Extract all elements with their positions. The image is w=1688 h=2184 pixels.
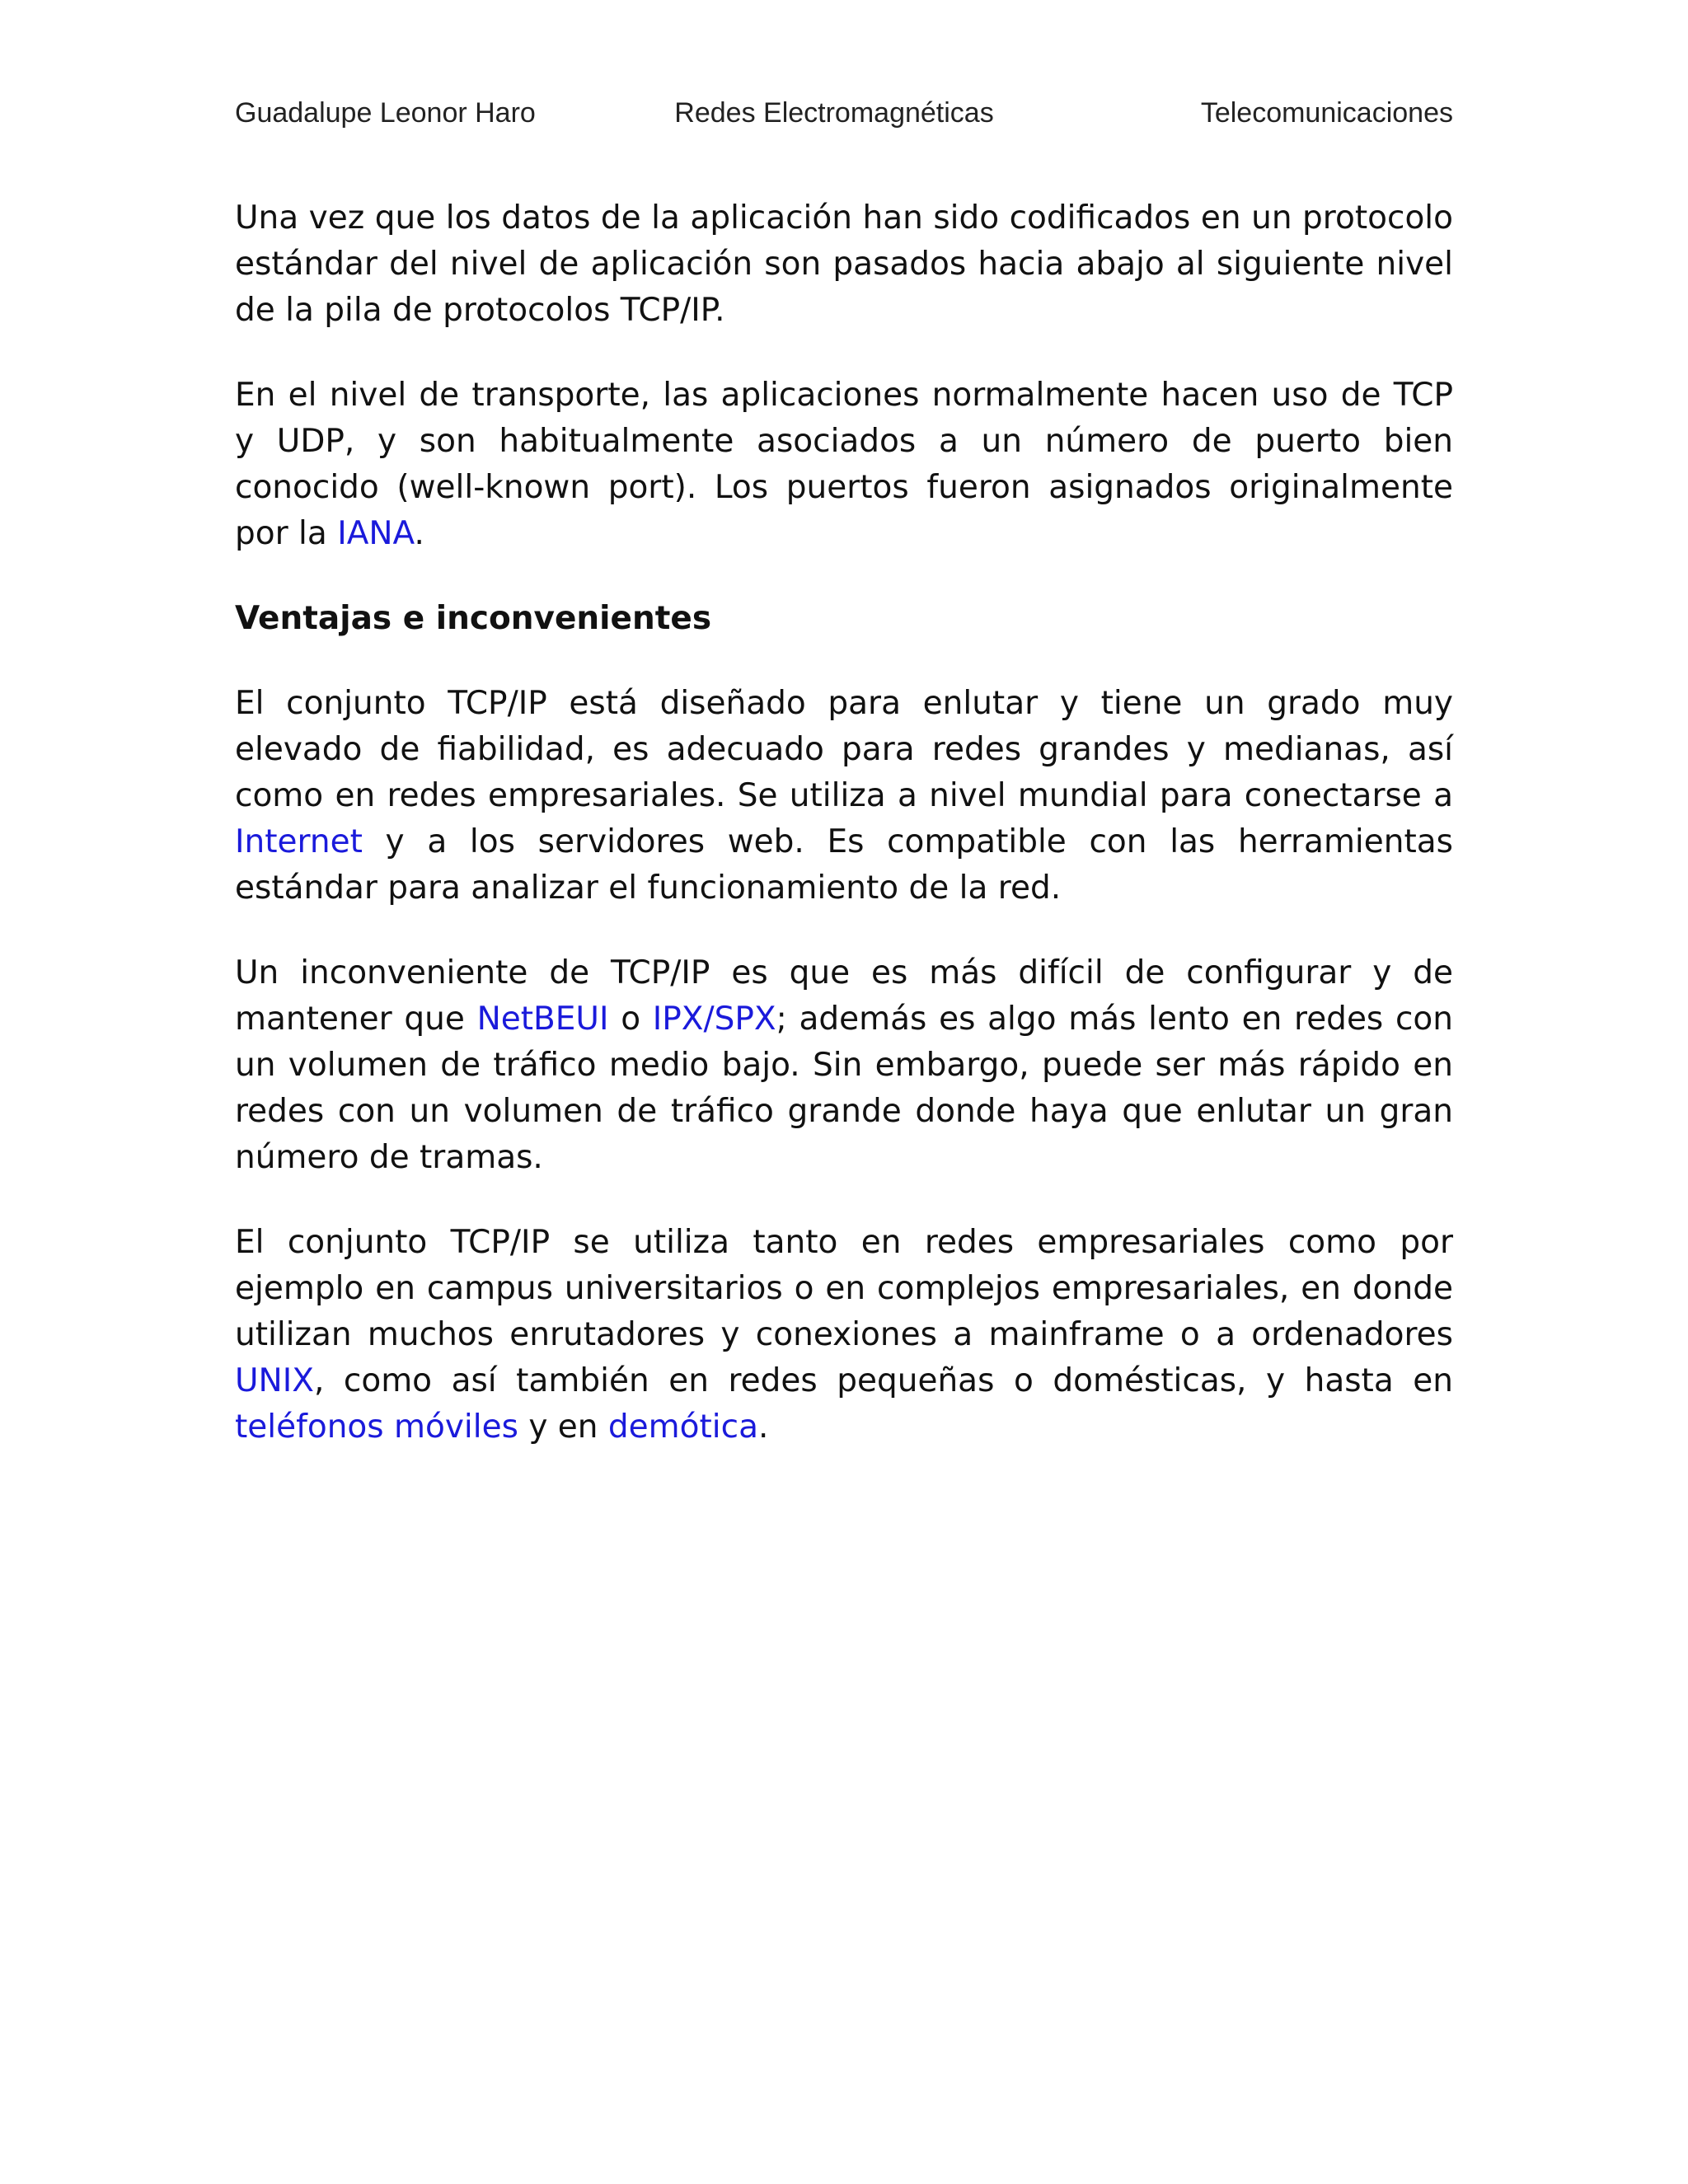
paragraph-2-end: . bbox=[414, 515, 424, 552]
paragraph-3-text: El conjunto TCP/IP está diseñado para enlutar y tiene un grado muy elevado de fiabilidad, es adecuado para redes grandes y medianas, así como en redes empresariales. Se utiliza a nivel mundial para conectarse a bbox=[235, 685, 1453, 814]
document-body bbox=[235, 195, 1453, 1489]
paragraph-3 bbox=[235, 681, 1453, 912]
paragraph-4-mid: o bbox=[608, 1001, 653, 1038]
paragraph-4-text: Un inconveniente de TCP/IP es que es más difícil de configurar y de mantener que bbox=[235, 954, 1453, 1038]
section-heading: Ventajas e inconvenientes bbox=[235, 600, 712, 637]
paragraph-1 bbox=[235, 195, 1453, 334]
paragraph-5 bbox=[235, 1220, 1453, 1451]
paragraph-4-end: ; además es algo más lento en redes con un volumen de tráfico medio bajo. Sin embargo, puede ser más rápido en redes con un volumen de tráfico grande donde haya que enlutar un gran número de tramas. bbox=[235, 1001, 1453, 1176]
link-internet[interactable]: Internet bbox=[235, 823, 363, 860]
link-iana[interactable]: IANA bbox=[337, 515, 415, 552]
paragraph-4 bbox=[235, 950, 1453, 1181]
paragraph-2-text: En el nivel de transporte, las aplicaciones normalmente hacen uso de TCP y UDP, y son habitualmente asociados a un número de puerto bien conocido (well-known port). Los puertos fueron asignados originalmente por la bbox=[235, 377, 1453, 552]
paragraph-5-mid: , como así también en redes pequeñas o domésticas, y hasta en bbox=[313, 1362, 1453, 1399]
paragraph-5-end: . bbox=[757, 1408, 769, 1446]
page-header bbox=[235, 97, 1453, 138]
header-author: Guadalupe Leonor Haro bbox=[235, 97, 536, 129]
header-program: Telecomunicaciones bbox=[1200, 97, 1453, 129]
paragraph-2 bbox=[235, 373, 1453, 557]
link-unix[interactable]: UNIX bbox=[235, 1362, 314, 1399]
link-ipx-spx[interactable]: IPX/SPX bbox=[652, 1001, 776, 1038]
header-subject: Redes Electromagnéticas bbox=[674, 97, 994, 129]
paragraph-5-text: El conjunto TCP/IP se utiliza tanto en redes empresariales como por ejemplo en campus universitarios o en complejos empresariales, en donde utilizan muchos enrutadores y conexiones a mainframe o a ordenadores bbox=[235, 1224, 1453, 1353]
link-domotica[interactable]: demótica bbox=[607, 1408, 758, 1446]
link-telefonos-moviles[interactable]: teléfonos móviles bbox=[235, 1408, 518, 1446]
paragraph-1-text: Una vez que los datos de la aplicación han sido codificados en un protocolo estándar del nivel de aplicación son pasados hacia abajo al siguiente nivel de la pila de protocolos TCP/IP. bbox=[235, 199, 1453, 329]
paragraph-3-end: y a los servidores web. Es compatible con las herramientas estándar para analizar el funcionamiento de la red. bbox=[235, 823, 1453, 907]
paragraph-5-mid2: y en bbox=[518, 1408, 608, 1446]
link-netbeui[interactable]: NetBEUI bbox=[476, 1001, 609, 1038]
